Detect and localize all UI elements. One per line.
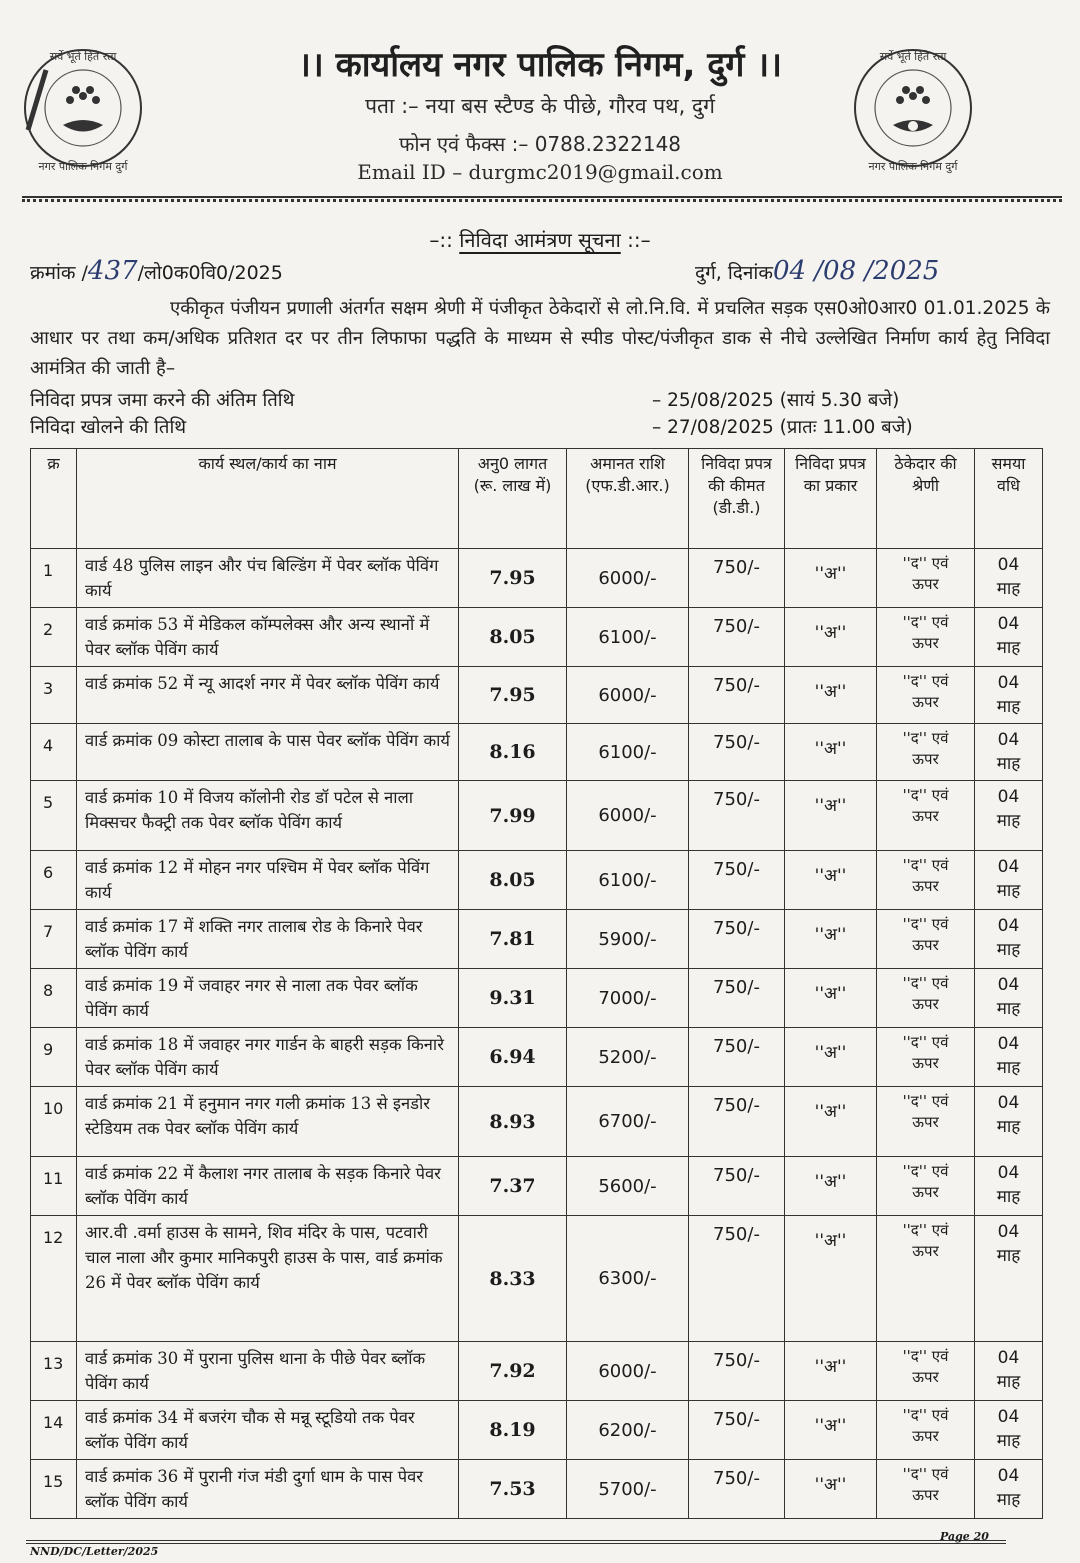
- estimated-cost: 7.95: [459, 549, 567, 608]
- table-row: [31, 667, 1043, 724]
- office-email: Email ID – durgmc2019@gmail.com: [357, 160, 723, 184]
- handwritten-ref-number: 437: [87, 256, 138, 286]
- form-fee: 750/-: [689, 1342, 785, 1401]
- table-row: [31, 1342, 1043, 1401]
- duration-unit: माह: [996, 1431, 1021, 1451]
- form-fee: 750/-: [689, 969, 785, 1028]
- class-line-1: ''द'' एवं: [902, 1033, 949, 1051]
- class-line-2: ऊपर: [912, 1054, 939, 1072]
- row-number: 2: [31, 608, 77, 667]
- table-row: [31, 1028, 1043, 1087]
- duration-value: 04: [997, 1222, 1020, 1242]
- estimated-cost: 7.92: [459, 1342, 567, 1401]
- contractor-class: [877, 1401, 975, 1460]
- earnest-money: 7000/-: [567, 969, 689, 1028]
- svg-text:नगर पालिक निगम दुर्ग: नगर पालिक निगम दुर्ग: [868, 160, 958, 173]
- duration-value: 04: [997, 787, 1020, 807]
- earnest-money: 6000/-: [567, 1342, 689, 1401]
- duration-value: 04: [997, 730, 1020, 750]
- class-line-2: ऊपर: [912, 1183, 939, 1201]
- duration-value: 04: [997, 1034, 1020, 1054]
- row-number: 7: [31, 910, 77, 969]
- duration: [975, 1028, 1043, 1087]
- form-fee: 750/-: [689, 851, 785, 910]
- office-title: ।। कार्यालय नगर पालिक निगम, दुर्ग ।।: [297, 45, 783, 85]
- header-divider: [22, 196, 1062, 202]
- document-page: सर्वे भूते हिते रता नगर पालिक निगम दुर्ग ।। कार्यालय नगर पालिक निगम, दुर्ग ।। पता :– नया बस स्टैण्ड के पीछे, गौरव पथ, दुर्ग फोन एवं फैक्स :– 0788.2322148 Email ID – durgmc2019@gmail.com सर्वे भूते हिते रता नगर पालिक निगम दुर्ग –:: निविदा आमंत्रण सूचना ::– क्रमांक /437/लो0क0वि0/2025 दुर्ग, दिनांक04 /08 /2025 एकीकृत पंजीयन प्रणाली अंतर्गत सक्षम श्रेणी में पंजीकृत ठेकेदारों से लो.नि.वि. में प्रचलित सड़क एस0ओ0आर0 01.01.2025 के आधार पर तथा कम/अधिक प्रतिशत दर पर तीन लिफाफा पद्धति के माध्यम से स्पीड पोस्ट/पंजीकृत डाक से नीचे उल्लेखित निर्माण कार्य हेतु निविदा आमंत्रित की जाती है– निविदा प्रपत्र जमा करने की अंतिम तिथि – 25/08/2025 (सायं 5.30 बजे) निविदा खोलने की तिथि – 27/08/2025 (प्रातः 11.00 बजे) क्र कार्य स्थल/कार्य का नाम अनु0 लागत (रू. लाख में) अमानत राशि (एफ.डी.आर.) निविदा प्रपत्र की कीमत (डी.डी.) निविदा प्रपत्र का प्रकार ठेकेदार की श्रेणी समया वधि 1 वार्ड 48 पुलिस लाइन और पंच बिल्डिंग में पेवर ब्लॉक पेविंग कार्य 7.95 6000/- 750/- ''अ'' ''द'' एवं ऊपर 04 माह 2 वार्ड क्रमांक 53 में मेडिकल कॉम्पलेक्स और अन्य स्थानों में पेवर ब्लॉक पेविंग कार्य 8.05 6100/- 750/- ''अ'' ''द'' एवं ऊपर 04 माह 3 वार्ड क्रमांक 52 में न्यू आदर्श नगर में पेवर ब्लॉक पेविंग कार्य 7.95 6000/- 750/- ''अ'' ''द'' एवं ऊपर 04 माह 4 वार्ड क्रमांक 09 कोस्टा तालाब के पास पेवर ब्लॉक पेविंग कार्य 8.16 6100/- 750/- ''अ'' ''द'' एवं ऊपर 04 माह 5 वार्ड क्रमांक 10 में विजय कॉलोनी रोड डॉ पटेल से नाला मिक्सचर फैक्ट्री तक पेवर ब्लॉक पेविंग कार्य 7.99 6000/- 750/- ''अ'' ''द'' एवं ऊपर 04 माह 6 वार्ड क्रमांक 12 में मोहन नगर पश्चिम में पेवर ब्लॉक पेविंग कार्य 8.05 6100/- 750/- ''अ'' ''द'' एवं ऊपर 04 माह 7 वार्ड क्रमांक 17 में शक्ति नगर तालाब रोड के किनारे पेवर ब्लॉक पेविंग कार्य 7.81 5900/- 750/- ''अ'' ''द'' एवं ऊपर 04 माह 8 वार्ड क्रमांक 19 में जवाहर नगर से नाला तक पेवर ब्लॉक पेविंग कार्य 9.31 7000/- 750/- ''अ'' ''द'' एवं ऊपर 04 माह 9 वार्ड क्रमांक 18 में जवाहर नगर गार्डन के बाहरी सड़क किनारे पेवर ब्लॉक पेविंग कार्य 6.94 5200/- 750/- ''अ'' ''द'' एवं ऊपर 04 माह 10 वार्ड क्रमांक 21 में हनुमान नगर गली क्रमांक 13 से इनडोर स्टेडियम तक पेवर ब्लॉक पेविंग कार्य 8.93 6700/- 750/- ''अ'' ''द'' एवं ऊपर 04 माह 11 वार्ड क्रमांक 22 में कैलाश नगर तालाब के सड़क किनारे पेवर ब्लॉक पेविंग कार्य 7.37 5600/- 750/- ''अ'' ''द'' एवं ऊपर 04 माह 12 आर.वी .वर्मा हाउस के सामने, शिव मंदिर के पास, पटवारी चाल नाला और कुमार मानिकपुरी हाउस के पास, वार्ड क्रमांक 26 में पेवर ब्लॉक पेविंग कार्य 8.33 6300/- 750/- ''अ'' ''द'' एवं ऊपर 04 माह 13 वार्ड क्रमांक 30 में पुराना पुलिस थाना के पीछे पेवर ब्लॉक पेविंग कार्य 7.92 6000/- 750/- ''अ'' ''द'' एवं ऊपर 04 माह 14 वार्ड क्रमांक 34 में बजरंग चौक से मन्नू स्टूडियो तक पेवर ब्लॉक पेविंग कार्य 8.19 6200/- 750/- ''अ'' ''द'' एवं ऊपर 04 माह 15 वार्ड क्रमांक 36 में पुरानी गंज मंडी दुर्गा धाम के पास पेवर ब्लॉक पेविंग कार्य 7.53 5700/- 750/- ''अ'' ''द'' एवं ऊपर 04 माह NND/DC/Letter/2025 Page 20: [0, 0, 1080, 1563]
- earnest-money: 6100/-: [567, 851, 689, 910]
- class-line-1: ''द'' एवं: [902, 1221, 949, 1239]
- page-number: Page 20: [940, 1530, 989, 1543]
- table-row: [31, 851, 1043, 910]
- tender-table: [30, 448, 1043, 1519]
- form-type: ''अ'': [785, 1460, 877, 1519]
- contractor-class: [877, 724, 975, 781]
- form-type: ''अ'': [785, 667, 877, 724]
- row-number: 3: [31, 667, 77, 724]
- col-header-emd: अमानत राशि (एफ.डी.आर.): [567, 449, 689, 549]
- work-description: वार्ड क्रमांक 12 में मोहन नगर पश्चिम में पेवर ब्लॉक पेविंग कार्य: [77, 851, 459, 910]
- work-description: वार्ड क्रमांक 36 में पुरानी गंज मंडी दुर्गा धाम के पास पेवर ब्लॉक पेविंग कार्य: [77, 1460, 459, 1519]
- class-line-2: ऊपर: [912, 1242, 939, 1260]
- table-row: [31, 1157, 1043, 1216]
- earnest-money: 6000/-: [567, 667, 689, 724]
- earnest-money: 5600/-: [567, 1157, 689, 1216]
- form-fee: 750/-: [689, 1216, 785, 1342]
- class-line-1: ''द'' एवं: [902, 554, 949, 572]
- contractor-class: [877, 851, 975, 910]
- form-fee: 750/-: [689, 667, 785, 724]
- form-type: ''अ'': [785, 851, 877, 910]
- duration: [975, 724, 1043, 781]
- class-line-2: ऊपर: [912, 634, 939, 652]
- class-line-1: ''द'' एवं: [902, 1406, 949, 1424]
- footer-reference: NND/DC/Letter/2025: [30, 1545, 159, 1558]
- duration: [975, 910, 1043, 969]
- duration: [975, 1460, 1043, 1519]
- row-number: 14: [31, 1401, 77, 1460]
- estimated-cost: 8.93: [459, 1087, 567, 1157]
- class-line-2: ऊपर: [912, 807, 939, 825]
- form-type: ''अ'': [785, 1157, 877, 1216]
- duration-unit: माह: [996, 1058, 1021, 1078]
- work-description: वार्ड क्रमांक 17 में शक्ति नगर तालाब रोड के किनारे पेवर ब्लॉक पेविंग कार्य: [77, 910, 459, 969]
- work-description: वार्ड क्रमांक 21 में हनुमान नगर गली क्रमांक 13 से इनडोर स्टेडियम तक पेवर ब्लॉक पेविंग कार्य: [77, 1087, 459, 1157]
- duration-value: 04: [997, 857, 1020, 877]
- duration-unit: माह: [996, 1117, 1021, 1137]
- duration-unit: माह: [996, 638, 1021, 658]
- row-number: 5: [31, 781, 77, 851]
- earnest-money: 6000/-: [567, 549, 689, 608]
- col-header-no: क्र: [31, 449, 77, 549]
- contractor-class: [877, 781, 975, 851]
- class-line-1: ''द'' एवं: [902, 613, 949, 631]
- contractor-class: [877, 1460, 975, 1519]
- office-phone: फोन एवं फैक्स :– 0788.2322148: [398, 132, 682, 156]
- earnest-money: 6200/-: [567, 1401, 689, 1460]
- work-description: वार्ड क्रमांक 52 में न्यू आदर्श नगर में पेवर ब्लॉक पेविंग कार्य: [77, 667, 459, 724]
- col-header-type: निविदा प्रपत्र का प्रकार: [785, 449, 877, 549]
- svg-text:नगर पालिक निगम दुर्ग: नगर पालिक निगम दुर्ग: [38, 160, 128, 173]
- handwritten-date: 04 /08 /2025: [772, 256, 940, 286]
- class-line-1: ''द'' एवं: [902, 915, 949, 933]
- duration-unit: माह: [996, 1246, 1021, 1266]
- class-line-2: ऊपर: [912, 693, 939, 711]
- table-header-row: [31, 449, 1043, 549]
- class-line-1: ''द'' एवं: [902, 1162, 949, 1180]
- contractor-class: [877, 549, 975, 608]
- contractor-class: [877, 608, 975, 667]
- earnest-money: 6100/-: [567, 724, 689, 781]
- work-description: वार्ड क्रमांक 34 में बजरंग चौक से मन्नू स्टूडियो तक पेवर ब्लॉक पेविंग कार्य: [77, 1401, 459, 1460]
- earnest-money: 5900/-: [567, 910, 689, 969]
- earnest-money: 5200/-: [567, 1028, 689, 1087]
- table-row: [31, 608, 1043, 667]
- work-description: वार्ड क्रमांक 30 में पुराना पुलिस थाना के पीछे पेवर ब्लॉक पेविंग कार्य: [77, 1342, 459, 1401]
- contractor-class: [877, 1087, 975, 1157]
- duration-value: 04: [997, 1466, 1020, 1486]
- notice-title-text: निविदा आमंत्रण सूचना: [459, 228, 621, 252]
- form-type: ''अ'': [785, 1028, 877, 1087]
- estimated-cost: 8.19: [459, 1401, 567, 1460]
- estimated-cost: 7.81: [459, 910, 567, 969]
- notice-date: दुर्ग, दिनांक04 /08 /2025: [695, 256, 940, 286]
- class-line-1: ''द'' एवं: [902, 1347, 949, 1365]
- duration: [975, 1157, 1043, 1216]
- form-fee: 750/-: [689, 781, 785, 851]
- estimated-cost: 9.31: [459, 969, 567, 1028]
- estimated-cost: 7.99: [459, 781, 567, 851]
- work-description: वार्ड क्रमांक 19 में जवाहर नगर से नाला तक पेवर ब्लॉक पेविंग कार्य: [77, 969, 459, 1028]
- duration-value: 04: [997, 555, 1020, 575]
- form-type: ''अ'': [785, 1401, 877, 1460]
- class-line-1: ''द'' एवं: [902, 786, 949, 804]
- work-description: वार्ड क्रमांक 09 कोस्टा तालाब के पास पेवर ब्लॉक पेविंग कार्य: [77, 724, 459, 781]
- duration-unit: माह: [996, 811, 1021, 831]
- contractor-class: [877, 667, 975, 724]
- contractor-class: [877, 1342, 975, 1401]
- earnest-money: 6000/-: [567, 781, 689, 851]
- duration: [975, 1401, 1043, 1460]
- duration-value: 04: [997, 1407, 1020, 1427]
- estimated-cost: 7.37: [459, 1157, 567, 1216]
- work-description: वार्ड क्रमांक 18 में जवाहर नगर गार्डन के बाहरी सड़क किनारे पेवर ब्लॉक पेविंग कार्य: [77, 1028, 459, 1087]
- table-row: [31, 969, 1043, 1028]
- duration-value: 04: [997, 673, 1020, 693]
- row-number: 13: [31, 1342, 77, 1401]
- duration-unit: माह: [996, 1490, 1021, 1510]
- table-row: [31, 781, 1043, 851]
- contractor-class: [877, 1028, 975, 1087]
- col-header-class: ठेकेदार की श्रेणी: [877, 449, 975, 549]
- table-row: [31, 724, 1043, 781]
- work-description: वार्ड क्रमांक 10 में विजय कॉलोनी रोड डॉ पटेल से नाला मिक्सचर फैक्ट्री तक पेवर ब्लॉक पेविंग कार्य: [77, 781, 459, 851]
- class-line-2: ऊपर: [912, 936, 939, 954]
- row-number: 1: [31, 549, 77, 608]
- contractor-class: [877, 1216, 975, 1342]
- duration: [975, 608, 1043, 667]
- form-type: ''अ'': [785, 910, 877, 969]
- duration: [975, 667, 1043, 724]
- duration-unit: माह: [996, 579, 1021, 599]
- form-type: ''अ'': [785, 1342, 877, 1401]
- estimated-cost: 8.05: [459, 851, 567, 910]
- class-line-2: ऊपर: [912, 575, 939, 593]
- duration: [975, 1087, 1043, 1157]
- notice-title: –:: निविदा आमंत्रण सूचना ::–: [429, 228, 651, 252]
- form-type: ''अ'': [785, 969, 877, 1028]
- class-line-2: ऊपर: [912, 1486, 939, 1504]
- estimated-cost: 6.94: [459, 1028, 567, 1087]
- table-row: [31, 549, 1043, 608]
- col-header-duration: समया वधि: [975, 449, 1043, 549]
- form-fee: 750/-: [689, 549, 785, 608]
- form-type: ''अ'': [785, 1216, 877, 1342]
- duration: [975, 851, 1043, 910]
- col-header-fee: निविदा प्रपत्र की कीमत (डी.डी.): [689, 449, 785, 549]
- svg-text:सर्वे भूते हिते रता: सर्वे भूते हिते रता: [879, 50, 947, 63]
- duration-value: 04: [997, 975, 1020, 995]
- contractor-class: [877, 1157, 975, 1216]
- form-fee: 750/-: [689, 1087, 785, 1157]
- class-line-2: ऊपर: [912, 1427, 939, 1445]
- letterhead: [0, 0, 1080, 200]
- row-number: 4: [31, 724, 77, 781]
- contractor-class: [877, 910, 975, 969]
- duration-value: 04: [997, 916, 1020, 936]
- duration: [975, 781, 1043, 851]
- duration-value: 04: [997, 1348, 1020, 1368]
- duration-unit: माह: [996, 999, 1021, 1019]
- duration-unit: माह: [996, 881, 1021, 901]
- duration-unit: माह: [996, 1187, 1021, 1207]
- form-type: ''अ'': [785, 608, 877, 667]
- class-line-2: ऊपर: [912, 995, 939, 1013]
- form-type: ''अ'': [785, 1087, 877, 1157]
- duration: [975, 549, 1043, 608]
- class-line-1: ''द'' एवं: [902, 1092, 949, 1110]
- estimated-cost: 8.05: [459, 608, 567, 667]
- estimated-cost: 8.16: [459, 724, 567, 781]
- table-body: [31, 549, 1043, 1519]
- row-number: 11: [31, 1157, 77, 1216]
- row-number: 15: [31, 1460, 77, 1519]
- class-line-1: ''द'' एवं: [902, 974, 949, 992]
- table-row: [31, 1216, 1043, 1342]
- estimated-cost: 7.95: [459, 667, 567, 724]
- duration-value: 04: [997, 614, 1020, 634]
- office-address: पता :– नया बस स्टैण्ड के पीछे, गौरव पथ, दुर्ग: [365, 94, 715, 118]
- class-line-1: ''द'' एवं: [902, 1465, 949, 1483]
- duration-unit: माह: [996, 754, 1021, 774]
- class-line-2: ऊपर: [912, 1368, 939, 1386]
- class-line-1: ''द'' एवं: [902, 856, 949, 874]
- footer-divider: [26, 1540, 1006, 1544]
- table-row: [31, 1460, 1043, 1519]
- form-fee: 750/-: [689, 1028, 785, 1087]
- form-fee: 750/-: [689, 1157, 785, 1216]
- table-row: [31, 910, 1043, 969]
- estimated-cost: 8.33: [459, 1216, 567, 1342]
- class-line-2: ऊपर: [912, 1113, 939, 1131]
- form-fee: 750/-: [689, 1401, 785, 1460]
- duration-unit: माह: [996, 697, 1021, 717]
- class-line-2: ऊपर: [912, 750, 939, 768]
- estimated-cost: 7.53: [459, 1460, 567, 1519]
- row-number: 9: [31, 1028, 77, 1087]
- earnest-money: 6300/-: [567, 1216, 689, 1342]
- earnest-money: 5700/-: [567, 1460, 689, 1519]
- duration: [975, 1342, 1043, 1401]
- table-row: [31, 1087, 1043, 1157]
- form-fee: 750/-: [689, 910, 785, 969]
- earnest-money: 6100/-: [567, 608, 689, 667]
- municipal-seal-right: [838, 30, 988, 180]
- duration-value: 04: [997, 1093, 1020, 1113]
- class-line-1: ''द'' एवं: [902, 729, 949, 747]
- work-description: वार्ड 48 पुलिस लाइन और पंच बिल्डिंग में पेवर ब्लॉक पेविंग कार्य: [77, 549, 459, 608]
- row-number: 12: [31, 1216, 77, 1342]
- svg-text:सर्वे भूते हिते रता: सर्वे भूते हिते रता: [49, 50, 117, 63]
- form-fee: 750/-: [689, 1460, 785, 1519]
- row-number: 6: [31, 851, 77, 910]
- form-fee: 750/-: [689, 608, 785, 667]
- work-description: आर.वी .वर्मा हाउस के सामने, शिव मंदिर के पास, पटवारी चाल नाला और कुमार मानिकपुरी हाउस के पास, वार्ड क्रमांक 26 में पेवर ब्लॉक पेविंग कार्य: [77, 1216, 459, 1342]
- row-number: 10: [31, 1087, 77, 1157]
- duration-unit: माह: [996, 940, 1021, 960]
- form-type: ''अ'': [785, 724, 877, 781]
- work-description: वार्ड क्रमांक 53 में मेडिकल कॉम्पलेक्स और अन्य स्थानों में पेवर ब्लॉक पेविंग कार्य: [77, 608, 459, 667]
- work-description: वार्ड क्रमांक 22 में कैलाश नगर तालाब के सड़क किनारे पेवर ब्लॉक पेविंग कार्य: [77, 1157, 459, 1216]
- duration: [975, 969, 1043, 1028]
- duration: [975, 1216, 1043, 1342]
- form-fee: 750/-: [689, 724, 785, 781]
- table-row: [31, 1401, 1043, 1460]
- reference-number: क्रमांक /437/लो0क0वि0/2025: [30, 256, 283, 286]
- class-line-1: ''द'' एवं: [902, 672, 949, 690]
- intro-paragraph: एकीकृत पंजीयन प्रणाली अंतर्गत सक्षम श्रेणी में पंजीकृत ठेकेदारों से लो.नि.वि. में प्रचलित सड़क एस0ओ0आर0 01.01.2025 के आधार पर तथा कम/अधिक प्रतिशत दर पर तीन लिफाफा पद्धति के माध्यम से स्पीड पोस्ट/पंजीकृत डाक से नीचे उल्लेखित निर्माण कार्य हेतु निविदा आमंत्रित की जाती है–: [30, 298, 1050, 379]
- earnest-money: 6700/-: [567, 1087, 689, 1157]
- duration-value: 04: [997, 1163, 1020, 1183]
- col-header-cost: अनु0 लागत (रू. लाख में): [459, 449, 567, 549]
- class-line-2: ऊपर: [912, 877, 939, 895]
- duration-unit: माह: [996, 1372, 1021, 1392]
- row-number: 8: [31, 969, 77, 1028]
- form-type: ''अ'': [785, 549, 877, 608]
- form-type: ''अ'': [785, 781, 877, 851]
- col-header-work: कार्य स्थल/कार्य का नाम: [77, 449, 459, 549]
- contractor-class: [877, 969, 975, 1028]
